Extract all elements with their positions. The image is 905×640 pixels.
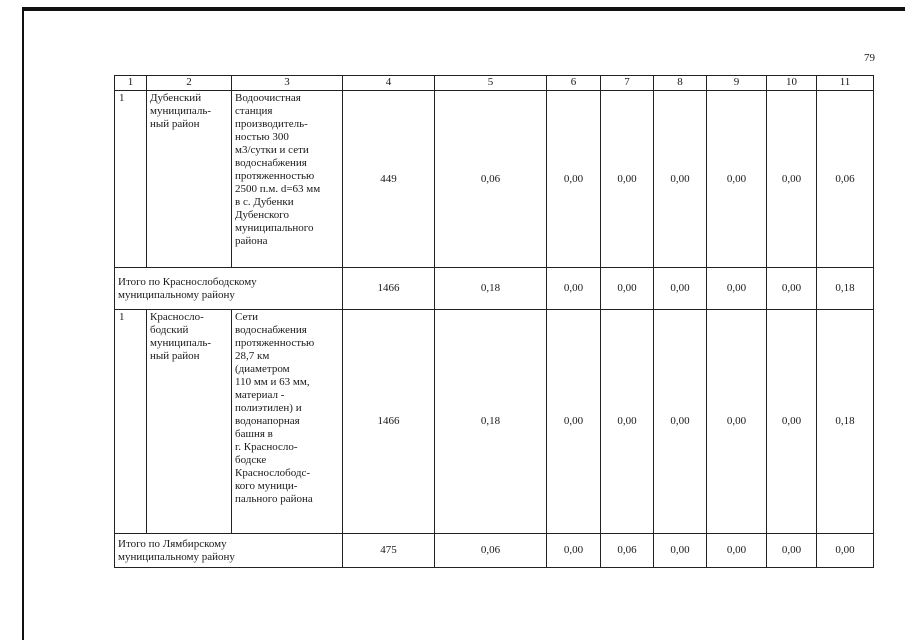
value-cell: 0,00	[654, 91, 707, 268]
column-header: 2	[147, 76, 232, 91]
object-cell: Сети водоснабжения протяженностью 28,7 км (диаметром 110 мм и 63 мм, материал - полиэтилен) и водонапорная башня в г. Красносло- бодске Краснослободс- кого муници- пального района	[232, 310, 343, 534]
value-cell: 1466	[343, 268, 435, 310]
data-table	[114, 75, 874, 568]
table-total-row	[115, 534, 874, 568]
row-number: 1	[115, 310, 147, 534]
total-label: Итого по Лямбирскому муниципальному району	[115, 534, 343, 568]
column-header: 3	[232, 76, 343, 91]
column-header: 7	[601, 76, 654, 91]
value-cell: 0,00	[767, 534, 817, 568]
value-cell: 0,00	[654, 534, 707, 568]
value-cell: 0,00	[767, 310, 817, 534]
column-header: 11	[817, 76, 874, 91]
value-cell: 0,18	[435, 310, 547, 534]
table-header-row	[115, 76, 874, 91]
value-cell: 0,06	[817, 91, 874, 268]
district-cell: Дубенский муниципаль- ный район	[147, 91, 232, 268]
value-cell: 0,00	[601, 310, 654, 534]
value-cell: 0,00	[654, 310, 707, 534]
value-cell: 0,00	[707, 534, 767, 568]
column-header: 4	[343, 76, 435, 91]
column-header: 1	[115, 76, 147, 91]
table-total-row	[115, 268, 874, 310]
value-cell: 0,06	[435, 534, 547, 568]
value-cell: 0,18	[435, 268, 547, 310]
column-header: 8	[654, 76, 707, 91]
total-label: Итого по Краснослободскому муниципальному району	[115, 268, 343, 310]
column-header: 9	[707, 76, 767, 91]
value-cell: 0,00	[547, 534, 601, 568]
value-cell: 0,00	[707, 91, 767, 268]
value-cell: 1466	[343, 310, 435, 534]
column-header: 5	[435, 76, 547, 91]
scan-border-top	[22, 7, 905, 11]
column-header: 6	[547, 76, 601, 91]
table-row	[115, 310, 874, 534]
value-cell: 0,00	[817, 534, 874, 568]
value-cell: 0,00	[707, 310, 767, 534]
value-cell: 0,00	[547, 310, 601, 534]
value-cell: 0,00	[654, 268, 707, 310]
value-cell: 0,18	[817, 268, 874, 310]
value-cell: 0,06	[601, 534, 654, 568]
column-header: 10	[767, 76, 817, 91]
value-cell: 0,00	[767, 268, 817, 310]
row-number: 1	[115, 91, 147, 268]
value-cell: 0,06	[435, 91, 547, 268]
value-cell: 0,00	[707, 268, 767, 310]
value-cell: 475	[343, 534, 435, 568]
object-cell: Водоочистная станция производитель- ностью 300 м3/сутки и сети водоснабжения протяженностью 2500 п.м. d=63 мм в с. Дубенки Дубенского муниципального района	[232, 91, 343, 268]
page-number: 79	[864, 52, 875, 64]
value-cell: 0,00	[547, 91, 601, 268]
value-cell: 449	[343, 91, 435, 268]
scan-border-left	[22, 7, 24, 640]
value-cell: 0,00	[601, 268, 654, 310]
value-cell: 0,00	[547, 268, 601, 310]
table-row	[115, 91, 874, 268]
district-cell: Красносло- бодский муниципаль- ный район	[147, 310, 232, 534]
value-cell: 0,00	[601, 91, 654, 268]
value-cell: 0,00	[767, 91, 817, 268]
value-cell: 0,18	[817, 310, 874, 534]
